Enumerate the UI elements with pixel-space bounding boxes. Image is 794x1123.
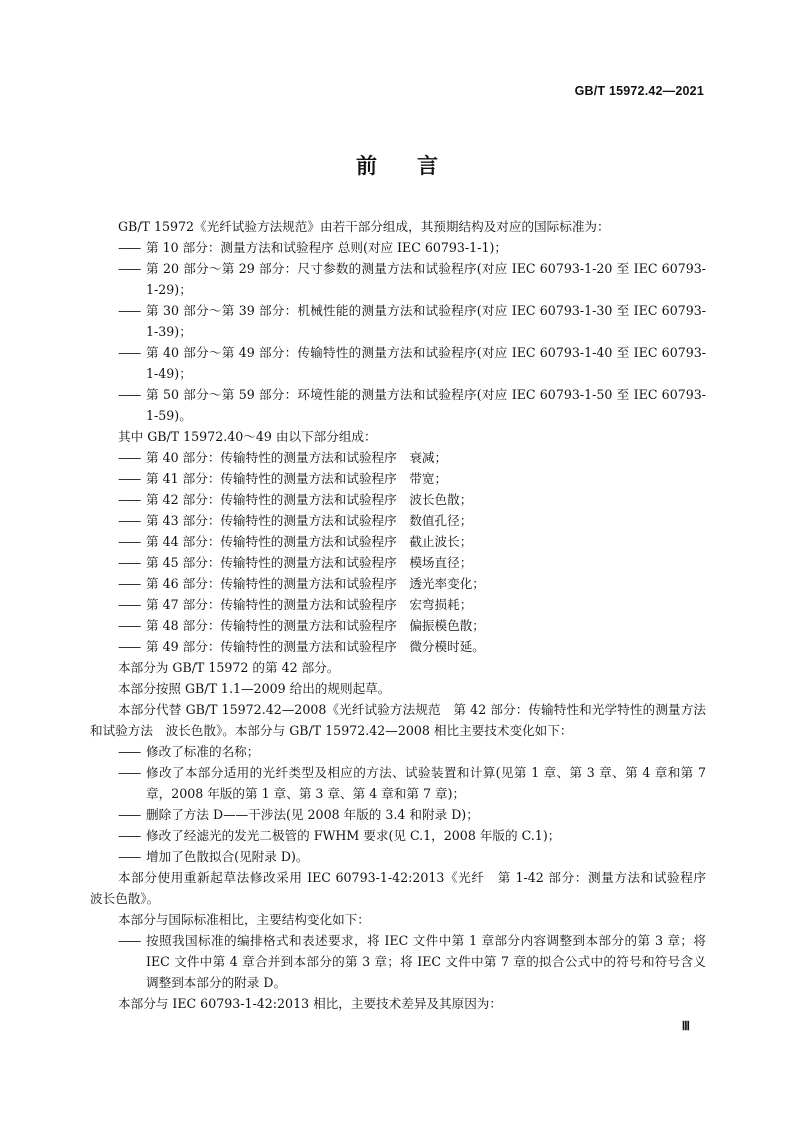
list-item xyxy=(90,237,706,258)
list-item xyxy=(90,741,706,762)
em-dash-marker: —— xyxy=(118,240,140,255)
list-item xyxy=(90,300,706,342)
list-item xyxy=(90,804,706,825)
list-item xyxy=(90,930,706,993)
list-item-text: 按照我国标准的编排格式和表述要求，将 IEC 文件中第 1 章部分内容调整到本部分的第 3 章；将 IEC 文件中第 4 章合并到本部分的第 3 章；将 IEC 文件中第 7 章的拟合公式中的符号和符号含义调整到本部分的附录 D。 xyxy=(146,933,706,990)
list-item-text: 第 50 部分～第 59 部分：环境性能的测量方法和试验程序(对应 IEC 60793-1-50 至 IEC 60793-1-59)。 xyxy=(146,387,706,423)
em-dash-marker: —— xyxy=(118,450,140,465)
paragraph-structure-intro: GB/T 15972《光纤试验方法规范》由若干部分组成，其预期结构及对应的国际标准为： xyxy=(118,219,610,234)
list-item-text: 第 43 部分：传输特性的测量方法和试验程序 数值孔径； xyxy=(146,513,473,528)
em-dash-marker: —— xyxy=(118,513,140,528)
list-item-text: 第 45 部分：传输特性的测量方法和试验程序 模场直径； xyxy=(146,555,473,570)
list-item-text: 修改了本部分适用的光纤类型及相应的方法、试验装置和计算(见第 1 章、第 3 章、第 4 章和第 7 章，2008 年版的第 1 章、第 3 章、第 4 章和第 7 章)； xyxy=(146,765,706,801)
paragraph-drafting-rules: 本部分按照 GB/T 1.1—2009 给出的规则起草。 xyxy=(118,681,391,696)
em-dash-marker: —— xyxy=(118,345,140,360)
em-dash-marker: —— xyxy=(118,492,140,507)
list-item xyxy=(90,468,706,489)
page-number: Ⅲ xyxy=(681,1019,690,1033)
list-item-text: 第 20 部分～第 29 部分：尺寸参数的测量方法和试验程序(对应 IEC 60793-1-20 至 IEC 60793-1-29)； xyxy=(146,261,706,297)
parts-list xyxy=(90,447,706,657)
em-dash-marker: —— xyxy=(118,534,140,549)
list-item-text: 第 40 部分～第 49 部分：传输特性的测量方法和试验程序(对应 IEC 60793-1-40 至 IEC 60793-1-49)； xyxy=(146,345,706,381)
list-item xyxy=(90,552,706,573)
list-item-text: 第 49 部分：传输特性的测量方法和试验程序 微分模时延。 xyxy=(146,639,485,654)
paragraph-parts-intro: 其中 GB/T 15972.40～49 由以下部分组成： xyxy=(118,429,377,444)
em-dash-marker: —— xyxy=(118,744,140,759)
em-dash-marker: —— xyxy=(118,597,140,612)
em-dash-marker: —— xyxy=(118,765,140,780)
paragraph-technical-differences: 本部分与 IEC 60793-1-42:2013 相比，主要技术差异及其原因为： xyxy=(118,996,502,1011)
list-item-text: 增加了色散拟合(见附录 D)。 xyxy=(146,849,309,864)
em-dash-marker: —— xyxy=(118,387,140,402)
document-body xyxy=(90,216,719,1014)
list-item xyxy=(90,447,706,468)
list-item-text: 第 47 部分：传输特性的测量方法和试验程序 宏弯损耗； xyxy=(146,597,473,612)
paragraph-part-number: 本部分为 GB/T 15972 的第 42 部分。 xyxy=(118,660,340,675)
document-code: GB/T 15972.42—2021 xyxy=(574,84,704,98)
list-item-text: 第 48 部分：传输特性的测量方法和试验程序 偏振模色散； xyxy=(146,618,485,633)
list-item-text: 第 10 部分：测量方法和试验程序 总则(对应 IEC 60793-1-1)； xyxy=(146,240,507,255)
list-item xyxy=(90,384,706,426)
list-item xyxy=(90,573,706,594)
paragraph-adoption: 本部分使用重新起草法修改采用 IEC 60793-1-42:2013《光纤 第 1-42 部分：测量方法和试验程序 波长色散》。 xyxy=(90,870,719,906)
list-item xyxy=(90,342,706,384)
em-dash-marker: —— xyxy=(118,828,140,843)
paragraph-structure-changes: 本部分与国际标准相比，主要结构变化如下： xyxy=(118,912,370,927)
list-item xyxy=(90,825,706,846)
em-dash-marker: —— xyxy=(118,576,140,591)
em-dash-marker: —— xyxy=(118,261,140,276)
list-item-text: 第 40 部分：传输特性的测量方法和试验程序 衰减； xyxy=(146,450,448,465)
list-item xyxy=(90,762,706,804)
list-item xyxy=(90,258,706,300)
em-dash-marker: —— xyxy=(118,618,140,633)
structure-list xyxy=(90,237,706,426)
page-title: 前言 xyxy=(356,153,478,178)
changes-list xyxy=(90,741,706,867)
em-dash-marker: —— xyxy=(118,555,140,570)
list-item-text: 修改了经滤光的发光二极管的 FWHM 要求(见 C.1，2008 年版的 C.1)； xyxy=(146,828,561,843)
em-dash-marker: —— xyxy=(118,849,140,864)
em-dash-marker: —— xyxy=(118,471,140,486)
list-item xyxy=(90,510,706,531)
paragraph-replaces: 本部分代替 GB/T 15972.42—2008《光纤试验方法规范 第 42 部分：传输特性和光学特性的测量方法和试验方法 波长色散》。本部分与 GB/T 15972.42—2008 相比主要技术变化如下： xyxy=(90,702,706,738)
em-dash-marker: —— xyxy=(118,807,140,822)
list-item xyxy=(90,489,706,510)
list-item xyxy=(90,531,706,552)
list-item-text: 修改了标准的名称； xyxy=(146,744,260,759)
list-item-text: 删除了方法 D——干涉法(见 2008 年版的 3.4 和附录 D)； xyxy=(146,807,479,822)
list-item-text: 第 46 部分：传输特性的测量方法和试验程序 透光率变化； xyxy=(146,576,485,591)
list-item xyxy=(90,846,706,867)
list-item xyxy=(90,636,706,657)
em-dash-marker: —— xyxy=(118,303,140,318)
em-dash-marker: —— xyxy=(118,639,140,654)
structure-changes-list xyxy=(90,930,706,993)
list-item-text: 第 42 部分：传输特性的测量方法和试验程序 波长色散； xyxy=(146,492,473,507)
list-item-text: 第 41 部分：传输特性的测量方法和试验程序 带宽； xyxy=(146,471,448,486)
list-item xyxy=(90,615,706,636)
list-item-text: 第 44 部分：传输特性的测量方法和试验程序 截止波长； xyxy=(146,534,473,549)
em-dash-marker: —— xyxy=(118,933,140,948)
list-item-text: 第 30 部分～第 39 部分：机械性能的测量方法和试验程序(对应 IEC 60793-1-30 至 IEC 60793-1-39)； xyxy=(146,303,706,339)
list-item xyxy=(90,594,706,615)
